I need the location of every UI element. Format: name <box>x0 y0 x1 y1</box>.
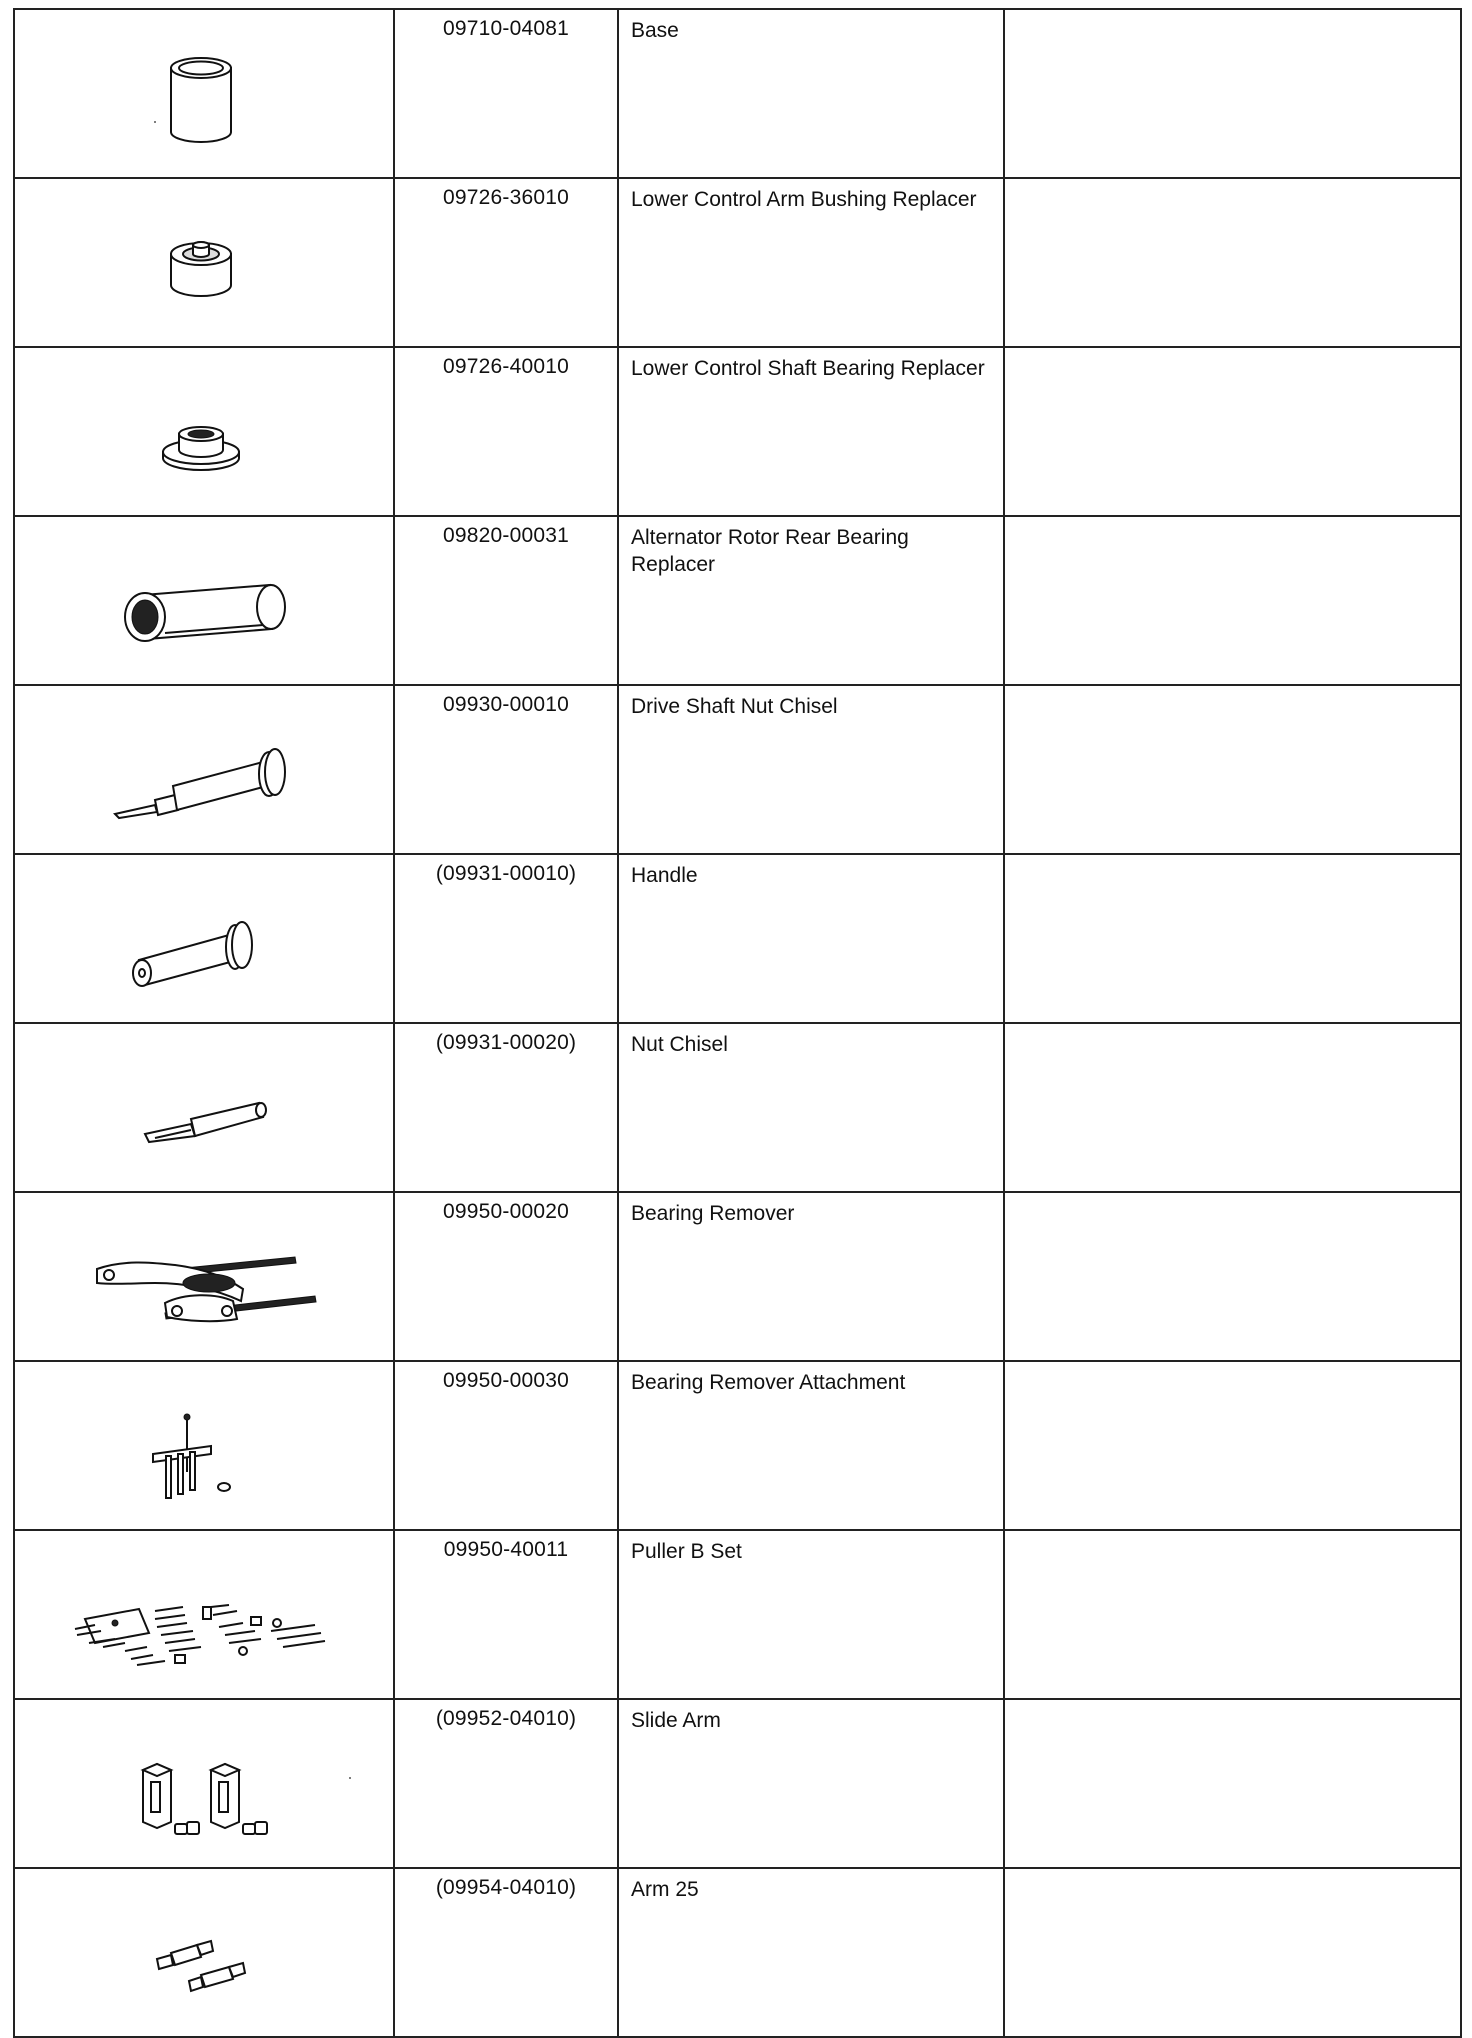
table-row <box>14 347 1461 516</box>
puller-set-icon <box>15 1531 391 1691</box>
part-number: 09820-00031 <box>394 516 618 685</box>
notes-cell <box>1004 1699 1461 1868</box>
tool-name: Alternator Rotor Rear Bearing Replacer <box>618 516 1004 685</box>
part-number: 09710-04081 <box>394 9 618 178</box>
table-row <box>14 9 1461 178</box>
tool-illustration-cell <box>14 9 394 178</box>
part-number: 09950-00020 <box>394 1192 618 1361</box>
part-number: 09950-00030 <box>394 1361 618 1530</box>
tool-name: Base <box>618 9 1004 178</box>
table-row <box>14 516 1461 685</box>
notes-cell <box>1004 1530 1461 1699</box>
table-row <box>14 178 1461 347</box>
notes-cell <box>1004 854 1461 1023</box>
notes-cell <box>1004 178 1461 347</box>
tool-illustration-cell <box>14 516 394 685</box>
slide-arm-icon <box>15 1700 391 1860</box>
tool-name: Lower Control Arm Bushing Replacer <box>618 178 1004 347</box>
part-number: (09931-00020) <box>394 1023 618 1192</box>
table-row <box>14 1023 1461 1192</box>
part-number: 09950-40011 <box>394 1530 618 1699</box>
part-number: 09726-36010 <box>394 178 618 347</box>
nut-chisel-icon <box>15 1024 391 1184</box>
remover-attachment-icon <box>15 1362 391 1522</box>
tool-illustration-cell <box>14 685 394 854</box>
notes-cell <box>1004 1023 1461 1192</box>
chisel-with-handle-icon <box>15 686 391 846</box>
tool-illustration-cell <box>14 1868 394 2037</box>
notes-cell <box>1004 347 1461 516</box>
notes-cell <box>1004 1361 1461 1530</box>
table-row <box>14 1530 1461 1699</box>
tool-illustration-cell <box>14 178 394 347</box>
bearing-replacer-ring-icon <box>15 348 391 508</box>
tool-name: Drive Shaft Nut Chisel <box>618 685 1004 854</box>
special-tools-table <box>13 8 1462 2038</box>
tool-illustration-cell <box>14 347 394 516</box>
tool-name: Puller B Set <box>618 1530 1004 1699</box>
tool-illustration-cell <box>14 1530 394 1699</box>
tube-replacer-icon <box>15 517 391 677</box>
tool-name: Arm 25 <box>618 1868 1004 2037</box>
tool-name: Nut Chisel <box>618 1023 1004 1192</box>
bushing-replacer-icon <box>15 179 391 339</box>
tool-illustration-cell <box>14 1361 394 1530</box>
notes-cell <box>1004 1192 1461 1361</box>
table-row <box>14 1361 1461 1530</box>
tool-illustration-cell <box>14 1192 394 1361</box>
tool-name: Lower Control Shaft Bearing Replacer <box>618 347 1004 516</box>
part-number: 09930-00010 <box>394 685 618 854</box>
table-row <box>14 1699 1461 1868</box>
notes-cell <box>1004 516 1461 685</box>
cylinder-base-icon <box>15 10 391 170</box>
table-row <box>14 1192 1461 1361</box>
tool-name: Bearing Remover Attachment <box>618 1361 1004 1530</box>
handle-icon <box>15 855 391 1015</box>
notes-cell <box>1004 1868 1461 2037</box>
table-row <box>14 854 1461 1023</box>
part-number: (09954-04010) <box>394 1868 618 2037</box>
tool-name: Slide Arm <box>618 1699 1004 1868</box>
table-row <box>14 685 1461 854</box>
table-row <box>14 1868 1461 2037</box>
part-number: 09726-40010 <box>394 347 618 516</box>
tool-illustration-cell <box>14 1023 394 1192</box>
tool-illustration-cell <box>14 854 394 1023</box>
tool-name: Handle <box>618 854 1004 1023</box>
notes-cell <box>1004 685 1461 854</box>
bearing-remover-icon <box>15 1193 391 1353</box>
tool-illustration-cell <box>14 1699 394 1868</box>
part-number: (09931-00010) <box>394 854 618 1023</box>
arm-25-icon <box>15 1869 391 2029</box>
notes-cell <box>1004 9 1461 178</box>
tool-name: Bearing Remover <box>618 1192 1004 1361</box>
part-number: (09952-04010) <box>394 1699 618 1868</box>
